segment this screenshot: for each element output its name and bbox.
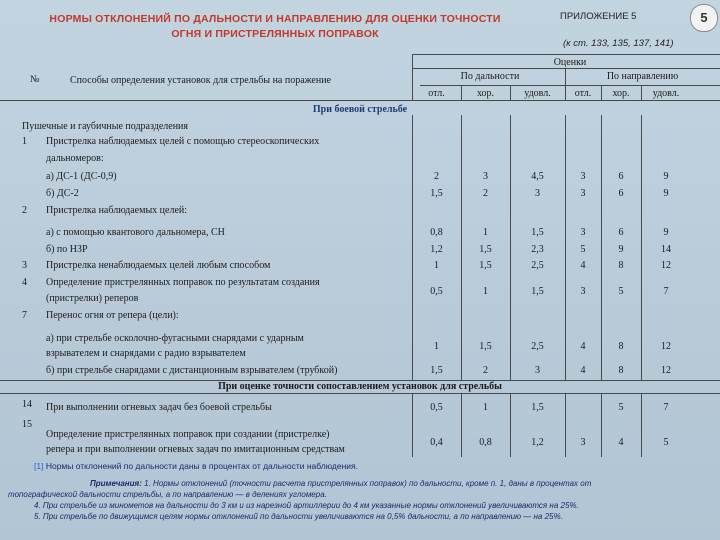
grid-line [412,54,720,55]
value-cell: 1,5 [479,260,492,271]
notes-heading: Примечания: [90,479,142,488]
appendix-label: ПРИЛОЖЕНИЕ 5 [560,11,637,22]
value-cell: 0,4 [430,437,443,448]
row-text: б) ДС-2 [46,188,79,199]
udovl-header: удовл. [524,88,551,99]
value-cell: 6 [618,188,624,199]
value-cell: 12 [661,341,671,352]
grid-line [0,393,720,394]
value-cell: 0,8 [430,227,443,238]
notes-line-3: 4. При стрельбе из минометов на дальности до 3 км и из нарезной артиллерии до 4 км указанные нормы отклонений увеличиваются на 25%. [34,501,579,510]
row-text: б) по НЗР [46,244,88,255]
row-text: Определение пристрелянных поправок при создании (пристрелке) [46,429,330,440]
section-heading-combat: При боевой стрельбе [312,104,408,115]
notes-text: 1. Нормы отклонений (точности расчета пристрелянных поправок) по дальности, кроме п. 1, даны в процентах от [144,479,592,488]
value-cell: 3 [580,227,586,238]
by-direction-header: По направлению [606,71,679,82]
value-cell: 3 [483,171,488,182]
grades-header: Оценки [553,57,587,68]
value-cell: 1,2 [531,437,544,448]
value-cell: 1,5 [531,402,544,413]
value-cell: 3 [535,365,540,376]
value-cell: 14 [661,244,671,255]
num-column-header: № [30,74,40,85]
value-cell: 3 [580,286,586,297]
value-cell: 3 [580,171,586,182]
row-text: Пристрелка наблюдаемых целей: [46,205,188,216]
row-number: 4 [22,277,27,288]
value-cell: 3 [535,188,540,199]
value-cell: 7 [663,402,669,413]
row-text: Пристрелка ненаблюдаемых целей любым способом [46,260,271,271]
value-cell: 5 [618,402,624,413]
value-cell: 5 [580,244,586,255]
grid-line [420,85,720,86]
value-cell: 2 [483,365,488,376]
row-text: б) при стрельбе снарядами с дистанционным взрывателем (трубкой) [46,365,338,376]
row-text: Определение пристрелянных поправок по результатам создания [46,277,320,288]
hor-header: хор. [476,88,495,99]
value-cell: 6 [618,227,624,238]
value-cell: 8 [618,365,624,376]
row-text: Перенос огня от репера (цели): [46,310,179,321]
hor-header: хор. [612,88,630,99]
articles-reference: (к ст. 133, 135, 137, 141) [563,38,674,49]
otl-header: отл. [428,88,445,99]
row-number: 2 [22,205,27,216]
udovl-header: удовл. [652,88,680,99]
method-column-header: Способы определения установок для стрельбы на поражение [70,75,332,86]
row-text: репера и при выполнении огневых задач по имитационным средствам [46,444,345,455]
value-cell: 2,5 [531,341,544,352]
value-cell: 0,5 [430,402,443,413]
value-cell: 4,5 [531,171,544,182]
row-text: а) ДС-1 (ДС-0,9) [46,171,117,182]
value-cell: 3 [580,437,586,448]
row-number: 1 [22,136,27,147]
row-text: взрывателем и снарядами с радио взрывателем [46,348,246,359]
value-cell: 0,5 [430,286,443,297]
value-cell: 9 [663,171,669,182]
value-cell: 2,3 [531,244,544,255]
value-cell: 2,5 [531,260,544,271]
footnote-text: Нормы отклонений по дальности даны в процентах от дальности наблюдения. [45,461,358,471]
row-text: а) с помощью квантового дальномера, СН [46,227,225,238]
page-number-badge: 5 [690,4,718,32]
notes-line-2: топографической дальности стрельбы, а по направлению — в делениях угломера. [8,490,327,499]
title-line-2: ОГНЯ И ПРИСТРЕЛЯННЫХ ПОПРАВОК [171,28,379,40]
value-cell: 5 [618,286,624,297]
value-cell: 9 [618,244,624,255]
value-cell: 1,5 [430,365,443,376]
value-cell: 1,5 [479,244,492,255]
page-title [10,12,540,42]
value-cell: 9 [663,227,669,238]
value-cell: 1 [483,286,488,297]
value-cell: 1,2 [430,244,443,255]
value-cell: 8 [618,341,624,352]
value-cell: 4 [580,260,586,271]
footnote-marker[interactable]: [1] [34,461,44,471]
value-cell: 12 [661,365,671,376]
value-cell: 0,8 [479,437,492,448]
by-range-header: По дальности [460,71,520,82]
value-cell: 5 [663,437,669,448]
row-text: (пристрелки) реперов [46,293,139,304]
notes-line-1 [8,478,718,489]
value-cell: 7 [663,286,669,297]
value-cell: 1 [483,402,488,413]
value-cell: 1,5 [531,286,544,297]
value-cell: 1,5 [430,188,443,199]
title-line-1: НОРМЫ ОТКЛОНЕНИЙ ПО ДАЛЬНОСТИ И НАПРАВЛЕНИЮ ДЛЯ ОЦЕНКИ ТОЧНОСТИ [49,13,501,25]
footnote [34,461,358,471]
value-cell: 1 [434,341,439,352]
notes-line-4: 5. При стрельбе по движущимся целям нормы отклонений по дальности увеличиваются на 0,5% дальности, а по направлению — на 25%. [34,512,563,521]
value-cell: 1 [434,260,439,271]
subsection-heading: Пушечные и гаубичные подразделения [22,121,188,132]
value-cell: 4 [580,341,586,352]
value-cell: 1 [483,227,488,238]
value-cell: 9 [663,188,669,199]
value-cell: 4 [618,437,624,448]
row-text: Пристрелка наблюдаемых целей с помощью стереоскопических [46,136,320,147]
row-text: а) при стрельбе осколочно-фугасными снарядами с ударным [46,333,304,344]
value-cell: 2 [434,171,439,182]
value-cell: 12 [661,260,671,271]
row-text: дальномеров: [46,153,104,164]
value-cell: 6 [618,171,624,182]
value-cell: 2 [483,188,488,199]
value-cell: 8 [618,260,624,271]
notes-block [8,478,718,522]
value-cell: 1,5 [479,341,492,352]
row-number: 7 [22,310,27,321]
section-heading-comparison: При оценке точности сопоставлением установок для стрельбы [218,381,502,392]
value-cell: 4 [580,365,586,376]
row-number: 14 [22,399,32,410]
row-text: При выполнении огневых задач без боевой стрельбы [46,402,272,413]
grid-line [0,100,720,101]
value-cell: 1,5 [531,227,544,238]
value-cell: 3 [580,188,586,199]
row-number: 3 [22,260,27,271]
otl-header: отл. [574,88,592,99]
row-number: 15 [22,419,32,430]
